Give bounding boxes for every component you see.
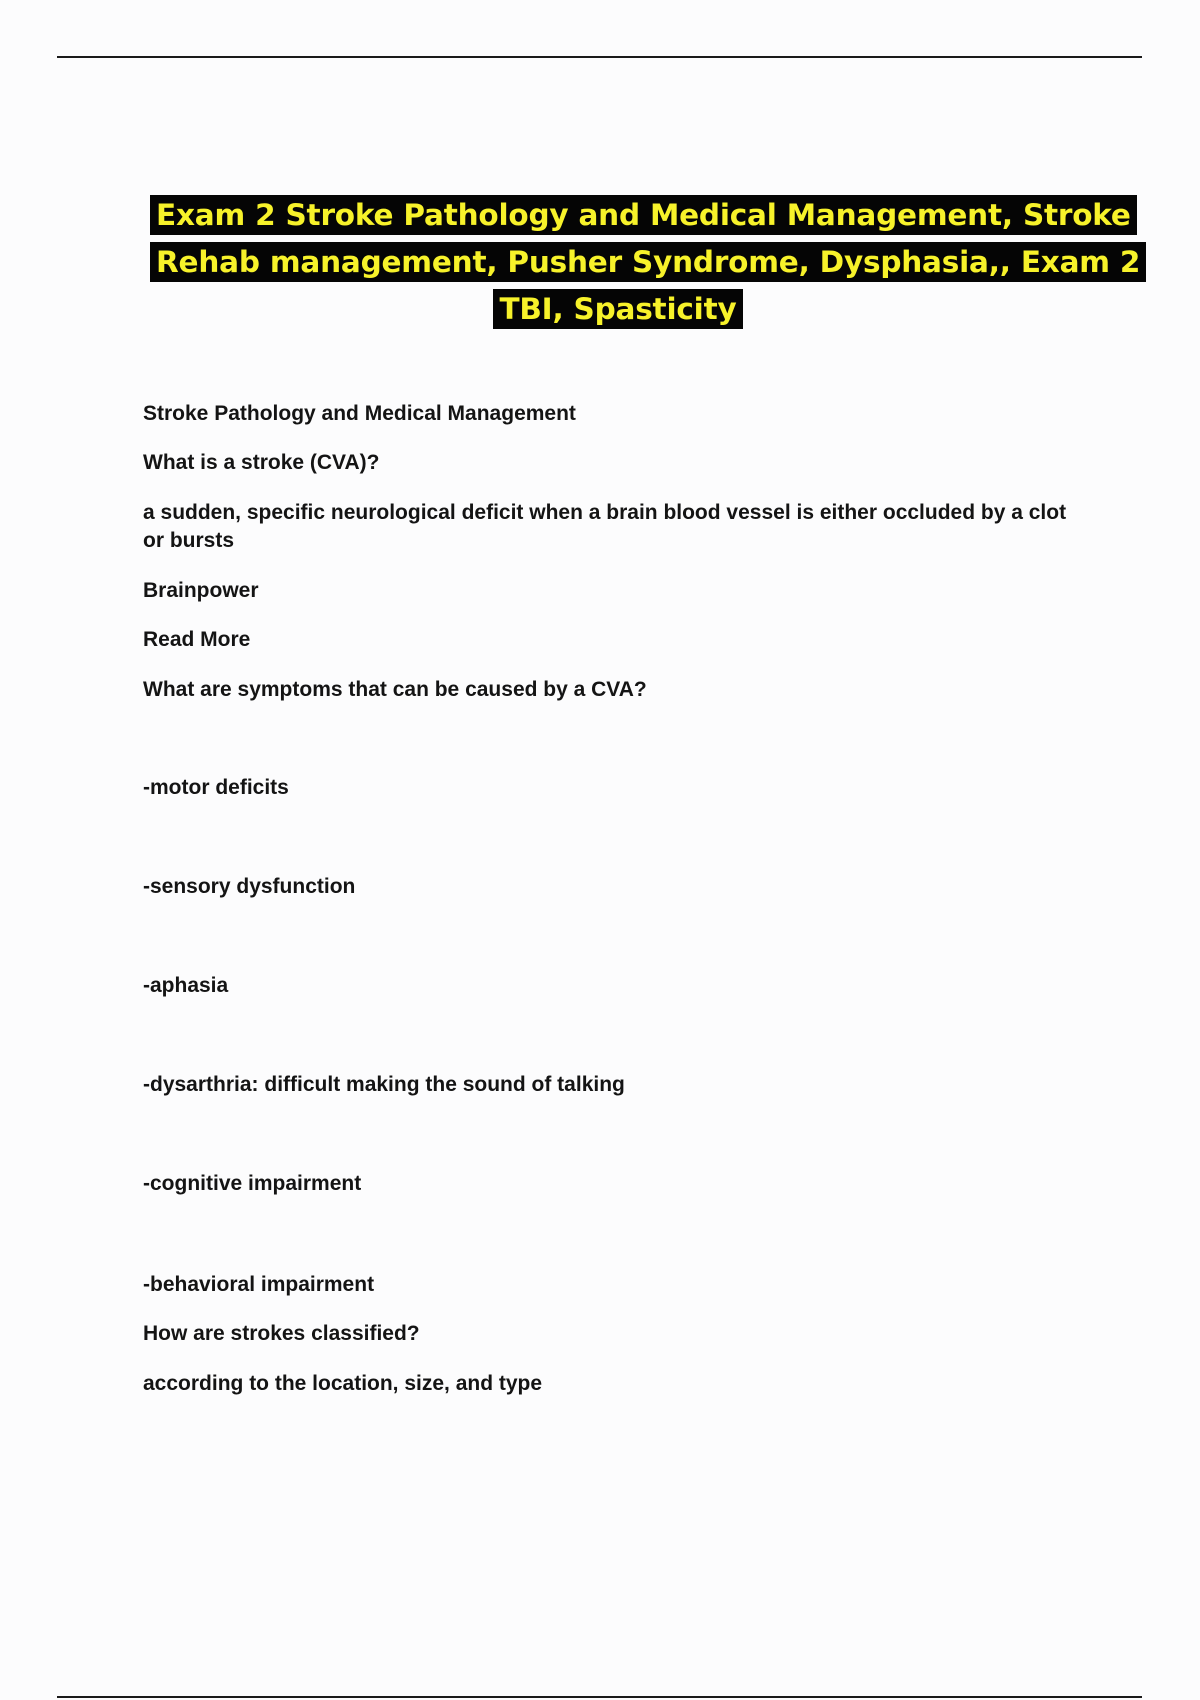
title-line-3: TBI, Spasticity [493,289,742,329]
question-what-is-stroke: What is a stroke (CVA)? [143,451,380,474]
answer-what-is-stroke: a sudden, specific neurological deficit when a brain blood vessel is either occluded by a clot or bursts [143,501,1067,552]
symptom-item: -cognitive impairment [143,1172,362,1195]
symptom-item: -motor deficits [143,776,289,799]
symptom-item: -behavioral impairment [143,1273,375,1296]
brainpower-label: Brainpower [143,579,259,602]
answer-classification: according to the location, size, and type [143,1372,543,1395]
question-classification: How are strokes classified? [143,1322,420,1345]
section-heading: Stroke Pathology and Medical Management [143,402,576,425]
symptom-item: -sensory dysfunction [143,875,356,898]
read-more-link[interactable]: Read More [143,628,251,651]
document-body [143,400,1083,1398]
question-symptoms: What are symptoms that can be caused by a CVA? [143,678,647,701]
title-line-1: Exam 2 Stroke Pathology and Medical Management, Stroke [150,195,1137,235]
symptom-item: -aphasia [143,974,229,997]
symptom-item: -dysarthria: difficult making the sound of talking [143,1073,625,1096]
bottom-rule [57,1696,1142,1698]
document-title [150,192,1141,333]
top-rule [57,56,1142,58]
title-line-2: Rehab management, Pusher Syndrome, Dysphasia,, Exam 2 [150,242,1146,282]
